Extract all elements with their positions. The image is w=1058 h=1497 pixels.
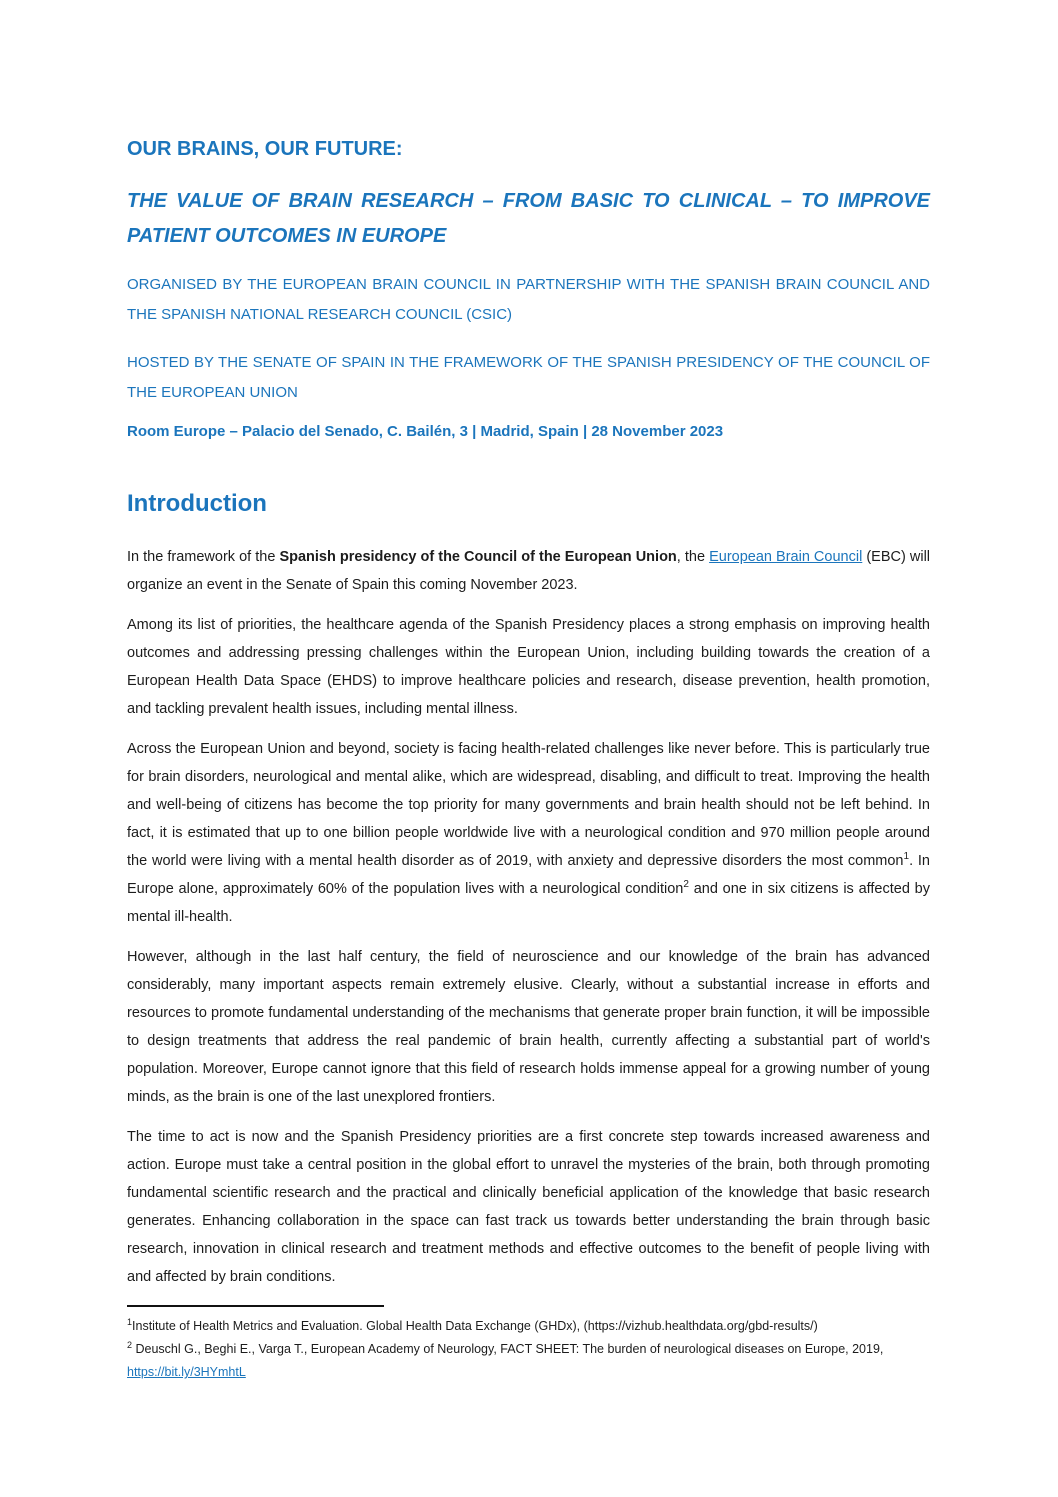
intro-paragraph-5: The time to act is now and the Spanish Presidency priorities are a first concrete step towards increased awareness and action. Europe must take a central position in the global effort to unravel the mysteries of the brain, both through promoting fundamental scientific research and the practical and clinically beneficial application of the knowledge that basic research generates. Enhancing collaboration in the space can fast track us towards better understanding the brain through basic research, innovation in clinical research and treatment methods and effective outcomes to the benefit of people living with and affected by brain conditions. xyxy=(127,1129,930,1285)
p1-bold-phrase: Spanish presidency of the Council of the European Union xyxy=(279,549,677,565)
p3-segment-b: . In Europe alone, approximately 60% of the population lives with a neurological condition xyxy=(127,853,930,897)
document-body xyxy=(127,489,930,1291)
footnote-1-text: Institute of Health Metrics and Evaluation. Global Health Data Exchange (GHDx), (https://vizhub.healthdata.org/gbd-results/) xyxy=(132,1319,818,1333)
footnote-2 xyxy=(127,1338,930,1384)
organised-by-line: ORGANISED BY THE EUROPEAN BRAIN COUNCIL IN PARTNERSHIP WITH THE SPANISH BRAIN COUNCIL AND THE SPANISH NATIONAL RESEARCH COUNCIL (CSIC) xyxy=(127,276,930,323)
event-details-line: Room Europe – Palacio del Senado, C. Bailén, 3 | Madrid, Spain | 28 November 2023 xyxy=(127,423,724,440)
p1-segment-c: (EBC) will organize an event in the Senate of Spain this coming November 2023. xyxy=(127,549,931,593)
intro-paragraph-1 xyxy=(127,543,930,599)
p1-segment-a: In the framework of the xyxy=(127,549,280,565)
footnote-2-marker: 2 xyxy=(127,1339,133,1350)
footnote-separator-rule xyxy=(127,1305,384,1307)
footnote-1-marker: 1 xyxy=(127,1316,133,1327)
footnotes-section xyxy=(127,1305,930,1384)
footnote-1 xyxy=(127,1315,930,1338)
p1-segment-b: , the xyxy=(676,549,710,565)
document-header xyxy=(127,136,930,443)
p3-segment-a: Across the European Union and beyond, society is facing health-related challenges like never before. This is particularly true for brain disorders, neurological and mental alike, which are widespread, disabling, and difficult to treat. Improving the health and well-being of citizens has become the top priority for many governments and brain health should not be left behind. In fact, it is estimated that up to one billion people worldwide live with a neurological condition and 970 million people around the world were living with a mental health disorder as of 2019, with anxiety and depressive disorders the most common xyxy=(127,741,930,869)
p3-segment-c: and one in six citizens is affected by mental ill-health. xyxy=(127,881,930,925)
document-subtitle: THE VALUE OF BRAIN RESEARCH – FROM BASIC TO CLINICAL – TO IMPROVE PATIENT OUTCOMES IN EUROPE xyxy=(127,190,930,247)
intro-paragraph-3 xyxy=(127,735,930,931)
european-brain-council-link[interactable]: European Brain Council xyxy=(709,549,863,565)
footnote-reference-1: 1 xyxy=(903,851,910,863)
introduction-heading: Introduction xyxy=(127,490,267,517)
footnote-reference-2: 2 xyxy=(683,879,689,891)
document-title: OUR BRAINS, OUR FUTURE: xyxy=(127,138,403,160)
footnote-2-text: Deuschl G., Beghi E., Varga T., European Academy of Neurology, FACT SHEET: The burden of neurological diseases on Europe, 2019, xyxy=(132,1342,884,1356)
bitly-link[interactable]: https://bit.ly/3HYmhtL xyxy=(127,1365,246,1379)
intro-paragraph-2: Among its list of priorities, the healthcare agenda of the Spanish Presidency places a strong emphasis on improving health outcomes and addressing pressing challenges within the European Union, including building towards the creation of a European Health Data Space (EHDS) to improve healthcare policies and research, disease prevention, health promotion, and tackling prevalent health issues, including mental illness. xyxy=(127,617,930,717)
hosted-by-line: HOSTED BY THE SENATE OF SPAIN IN THE FRAMEWORK OF THE SPANISH PRESIDENCY OF THE COUNCIL OF THE EUROPEAN UNION xyxy=(127,354,930,401)
intro-paragraph-4: However, although in the last half century, the field of neuroscience and our knowledge of the brain has advanced considerably, many important aspects remain extremely elusive. Clearly, without a substantial increase in efforts and resources to promote fundamental understanding of the mechanisms that generate proper brain function, it will be impossible to design treatments that address the real pandemic of brain health, currently affecting a substantial part of world's population. Moreover, Europe cannot ignore that this field of research holds immense appeal for a growing number of young minds, as the brain is one of the last unexplored frontiers. xyxy=(127,949,930,1105)
